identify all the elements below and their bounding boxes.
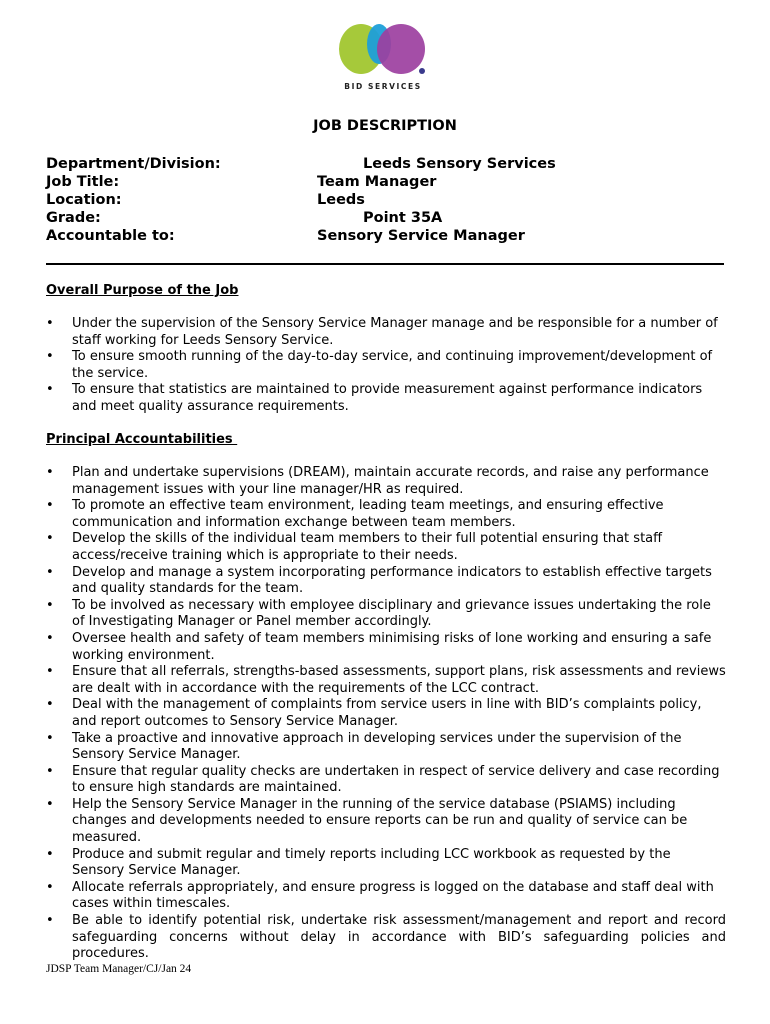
list-item — [46, 847, 726, 880]
job-detail-row — [46, 209, 556, 227]
list-item — [46, 797, 726, 847]
job-detail-label: Job Title: — [46, 174, 120, 190]
logo-mark-icon — [333, 20, 433, 80]
bullet-icon: • — [46, 498, 54, 514]
bullet-icon: • — [46, 630, 54, 646]
list-item-text: Allocate referrals appropriately, and ensure progress is logged on the database and staff deal with cases within timescales. — [72, 879, 714, 912]
list-item — [46, 465, 726, 498]
list-item — [46, 316, 726, 349]
job-detail-value: Leeds Sensory Services — [363, 156, 556, 172]
bullet-icon: • — [46, 382, 54, 398]
bullet-icon: • — [46, 796, 54, 812]
principal-accountabilities-heading: Principal Accountabilities — [46, 432, 238, 447]
list-item — [46, 565, 726, 598]
list-item — [46, 764, 726, 797]
list-item — [46, 880, 726, 913]
list-item-text: Plan and undertake supervisions (DREAM), maintain accurate records, and raise any performance management issues with your line manager/HR as required. — [72, 465, 709, 497]
list-item-text: Take a proactive and innovative approach in developing services under the supervision of the Sensory Service Manager. — [72, 730, 682, 763]
list-item — [46, 382, 726, 415]
bid-services-logo — [333, 20, 433, 95]
bullet-icon: • — [46, 465, 54, 480]
list-item — [46, 697, 726, 730]
list-item-text: Be able to identify potential risk, undertake risk assessment/management and report and record safeguarding concerns without delay in accordance with BID’s safeguarding policies and procedures. — [72, 913, 726, 962]
list-item-text: Deal with the management of complaints from service users in line with BID’s complaints policy, and report outcomes to Sensory Service Manager. — [72, 697, 702, 729]
list-item-text: Develop and manage a system incorporating performance indicators to establish effective targets and quality standards for the team. — [72, 564, 712, 597]
job-detail-value: Leeds — [317, 192, 365, 208]
list-item-text: To be involved as necessary with employee disciplinary and grievance issues undertaking the role of Investigating Manager or Panel member accordingly. — [72, 597, 711, 630]
principal-accountabilities-list — [46, 465, 726, 963]
bullet-icon: • — [46, 531, 54, 547]
bullet-icon: • — [46, 316, 54, 331]
job-detail-label: Grade: — [46, 210, 101, 226]
list-item — [46, 631, 726, 664]
job-detail-row — [46, 227, 556, 245]
list-item-text: Help the Sensory Service Manager in the running of the service database (PSIAMS) including changes and developments needed to ensure reports can be run and quality of service can be measured. — [72, 796, 688, 846]
list-item — [46, 913, 726, 963]
list-item — [46, 531, 726, 564]
bullet-icon: • — [46, 913, 54, 929]
bullet-icon: • — [46, 846, 54, 862]
list-item — [46, 664, 726, 697]
bullet-icon: • — [46, 697, 54, 713]
list-item-text: Ensure that regular quality checks are undertaken in respect of service delivery and case recording to ensure high standards are maintained. — [72, 763, 720, 796]
logo-text: BID SERVICES — [344, 82, 422, 91]
divider — [46, 263, 724, 265]
list-item — [46, 349, 726, 382]
overall-purpose-list — [46, 316, 726, 416]
job-details — [46, 155, 556, 245]
job-detail-row — [46, 173, 556, 191]
bullet-icon: • — [46, 763, 54, 779]
bullet-icon: • — [46, 879, 54, 895]
bullet-icon: • — [46, 664, 54, 680]
list-item-text: Under the supervision of the Sensory Service Manager manage and be responsible for a number of staff working for Leeds Sensory Service. — [72, 316, 718, 348]
footer-reference: JDSP Team Manager/CJ/Jan 24 — [46, 963, 192, 975]
job-detail-label: Department/Division: — [46, 156, 221, 172]
list-item-text: To ensure smooth running of the day-to-day service, and continuing improvement/development of the service. — [72, 349, 713, 381]
list-item-text: To promote an effective team environment, leading team meetings, and ensuring effective communication and information exchange between team members. — [72, 498, 664, 530]
list-item — [46, 731, 726, 764]
job-detail-row — [46, 155, 556, 173]
job-detail-value: Sensory Service Manager — [317, 228, 525, 244]
bullet-icon: • — [46, 730, 54, 746]
logo-dot — [419, 68, 425, 74]
overall-purpose-heading: Overall Purpose of the Job — [46, 283, 239, 298]
job-detail-row — [46, 191, 556, 209]
job-detail-label: Accountable to: — [46, 228, 175, 244]
list-item-text: Produce and submit regular and timely reports including LCC workbook as requested by the Sensory Service Manager. — [72, 846, 671, 879]
job-detail-label: Location: — [46, 192, 122, 208]
list-item-text: Oversee health and safety of team members minimising risks of lone working and ensuring a safe working environment. — [72, 630, 712, 663]
list-item-text: Ensure that all referrals, strengths-based assessments, support plans, risk assessments and reviews are dealt with in accordance with the requirements of the LCC contract. — [72, 664, 726, 696]
logo-purple-shape — [377, 24, 425, 74]
list-item-text: To ensure that statistics are maintained to provide measurement against performance indicators and meet quality assurance requirements. — [72, 382, 703, 414]
job-detail-value: Point 35A — [363, 210, 443, 226]
bullet-icon: • — [46, 564, 54, 580]
job-detail-value: Team Manager — [317, 174, 437, 190]
list-item — [46, 498, 726, 531]
bullet-icon: • — [46, 349, 54, 365]
list-item-text: Develop the skills of the individual team members to their full potential ensuring that staff access/receive training which is appropriate to their needs. — [72, 531, 663, 563]
bullet-icon: • — [46, 597, 54, 613]
page-title: JOB DESCRIPTION — [313, 118, 457, 134]
list-item — [46, 598, 726, 631]
